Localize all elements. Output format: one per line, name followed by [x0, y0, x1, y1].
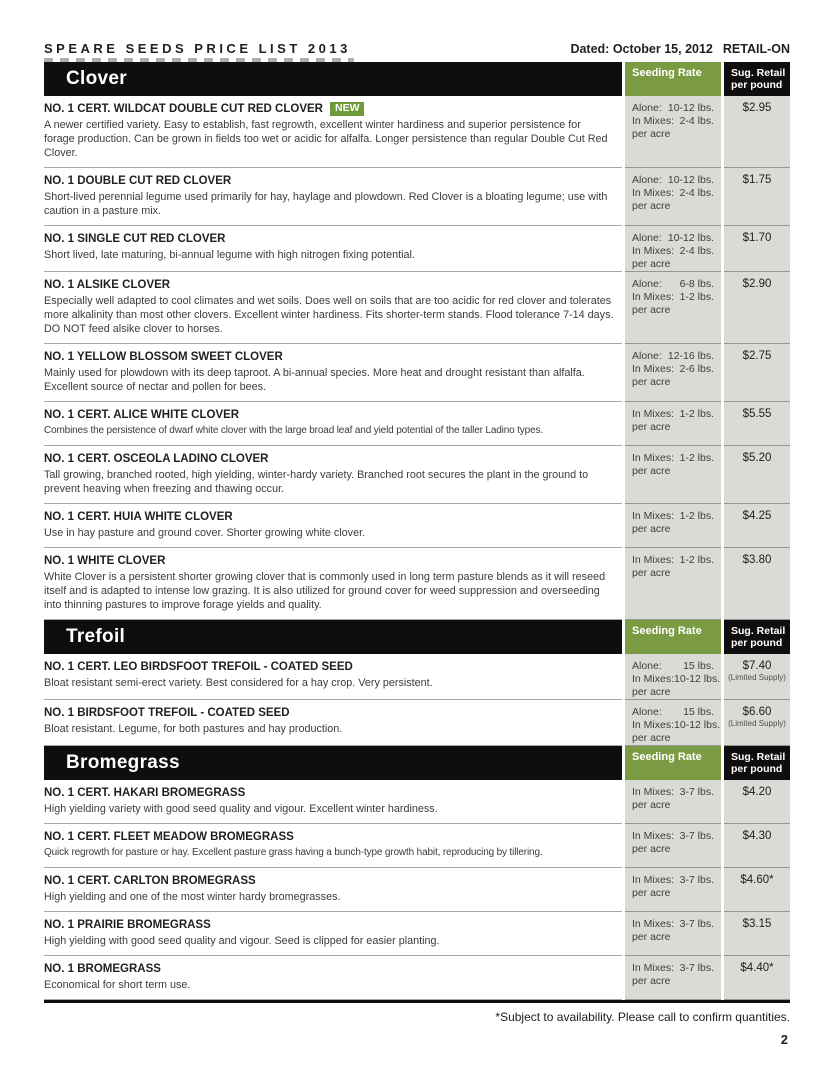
product-title: NO. 1 YELLOW BLOSSOM SWEET CLOVER [44, 351, 283, 363]
product-title: NO. 1 CERT. HUIA WHITE CLOVER [44, 511, 233, 523]
product-cell [44, 654, 622, 700]
availability-footnote: *Subject to availability. Please call to confirm quantities. [495, 1010, 790, 1024]
seeding-rate-cell: In Mixes: 3-7 lbs. per acre [625, 780, 721, 824]
price-cell: $1.75 [724, 168, 790, 226]
table-row [44, 912, 790, 956]
section-header-clover [44, 62, 790, 96]
price-cell: $7.40 (Limited Supply) [724, 654, 790, 700]
product-description: Short-lived perennial legume used primarily for hay, haylage and plowdown. Red Clover is a bloating legume; use with caution in a pasture mix. [44, 191, 608, 217]
product-cell [44, 824, 622, 868]
product-cell [44, 168, 622, 226]
product-description: A newer certified variety. Easy to establish, fast regrowth, excellent winter hardiness and superior persistence for forage production. Can be grown in fields too wet or acidic for alfalfa. Longer persistence than regular Double Cut Red Clover. [44, 119, 608, 159]
product-description: Use in hay pasture and ground cover. Shorter growing white clover. [44, 527, 366, 539]
table-row [44, 168, 790, 226]
product-title: NO. 1 SINGLE CUT RED CLOVER [44, 233, 226, 245]
seeding-rate-cell: Alone: 10-12 lbs. In Mixes: 2-4 lbs. per acre [625, 96, 721, 168]
product-description: Tall growing, branched rooted, high yielding, winter-hardy variety. Branched root secures the plant in the ground to prevent heaving when freezing and thawing occur. [44, 469, 589, 495]
table-row [44, 96, 790, 168]
product-cell [44, 780, 622, 824]
clipped-text-remnant [44, 58, 354, 62]
price-cell: $4.30 [724, 824, 790, 868]
price-cell: $2.75 [724, 344, 790, 402]
product-description: Bloat resistant. Legume, for both pastures and hay production. [44, 723, 343, 735]
product-description: Combines the persistence of dwarf white clover with the large broad leaf and yield potential of the taller Ladino types. [44, 425, 543, 436]
price-cell: $4.40* [724, 956, 790, 1000]
price-cell: $1.70 [724, 226, 790, 272]
table-row [44, 226, 790, 272]
product-cell [44, 700, 622, 746]
price-cell: $3.15 [724, 912, 790, 956]
product-title: NO. 1 DOUBLE CUT RED CLOVER [44, 175, 232, 187]
product-description: High yielding with good seed quality and vigour. Seed is clipped for easier planting. [44, 935, 440, 947]
table-row [44, 824, 790, 868]
seeding-rate-cell: In Mixes: 3-7 lbs. per acre [625, 956, 721, 1000]
price-cell: $3.80 [724, 548, 790, 620]
section-title: Trefoil [44, 620, 622, 654]
product-title: NO. 1 PRAIRIE BROMEGRASS [44, 919, 211, 931]
product-description: Short lived, late maturing, bi-annual legume with high nitrogen fixing potential. [44, 249, 415, 261]
price-note: (Limited Supply) [728, 719, 786, 728]
seeding-rate-cell: Alone: 6-8 lbs. In Mixes: 1-2 lbs. per acre [625, 272, 721, 344]
seeding-rate-column-header: Seeding Rate [625, 746, 721, 780]
product-title: NO. 1 CERT. ALICE WHITE CLOVER [44, 409, 240, 421]
price-cell: $5.20 [724, 446, 790, 504]
dated-label: Dated: October 15, 2012 [570, 42, 713, 56]
table-row [44, 344, 790, 402]
retail-column-header: Sug. Retail per pound [724, 620, 790, 654]
retail-mode-label: RETAIL-ON [722, 42, 790, 56]
table-row [44, 868, 790, 912]
retail-column-header: Sug. Retail per pound [724, 746, 790, 780]
seeding-rate-cell: Alone: 10-12 lbs. In Mixes: 2-4 lbs. per acre [625, 226, 721, 272]
table-row [44, 700, 790, 746]
product-title: NO. 1 BROMEGRASS [44, 963, 161, 975]
product-title: NO. 1 CERT. HAKARI BROMEGRASS [44, 787, 246, 799]
product-description: Bloat resistant semi-erect variety. Best considered for a hay crop. Very persistent. [44, 677, 433, 689]
product-cell [44, 272, 622, 344]
product-description: Mainly used for plowdown with its deep taproot. A bi-annual species. More heat and drought resistant than alfalfa. Excellent source of nectar and pollen for bees. [44, 367, 585, 393]
product-cell [44, 956, 622, 1000]
product-title: NO. 1 CERT. CARLTON BROMEGRASS [44, 875, 256, 887]
table-row [44, 446, 790, 504]
price-cell: $4.60* [724, 868, 790, 912]
price-cell: $2.95 [724, 96, 790, 168]
product-title: NO. 1 CERT. LEO BIRDSFOOT TREFOIL - COATED SEED [44, 661, 353, 673]
product-description: Quick regrowth for pasture or hay. Excellent pasture grass having a bunch-type growth habit, reproducing by tillering. [44, 847, 543, 858]
seeding-rate-cell: In Mixes: 3-7 lbs. per acre [625, 868, 721, 912]
product-description: Economical for short term use. [44, 979, 191, 991]
table-bottom-rule [44, 1000, 790, 1003]
section-title: Clover [44, 62, 622, 96]
section-header-bromegrass [44, 746, 790, 780]
retail-column-header: Sug. Retail per pound [724, 62, 790, 96]
seeding-rate-cell: Alone: 10-12 lbs. In Mixes: 2-4 lbs. per acre [625, 168, 721, 226]
product-cell [44, 912, 622, 956]
seeding-rate-cell: Alone: 15 lbs. In Mixes: 10-12 lbs. per acre [625, 700, 721, 746]
price-cell: $6.60 (Limited Supply) [724, 700, 790, 746]
new-badge: NEW [330, 102, 365, 116]
seeding-rate-column-header: Seeding Rate [625, 620, 721, 654]
seeding-rate-cell: In Mixes: 1-2 lbs. per acre [625, 548, 721, 620]
product-title: NO. 1 CERT. WILDCAT DOUBLE CUT RED CLOVER [44, 103, 323, 115]
table-row [44, 956, 790, 1000]
section-header-trefoil [44, 620, 790, 654]
product-title: NO. 1 ALSIKE CLOVER [44, 279, 171, 291]
document-header [44, 0, 790, 56]
product-cell [44, 868, 622, 912]
product-cell [44, 344, 622, 402]
document-title: SPEARE SEEDS PRICE LIST 2013 [44, 41, 351, 56]
product-description: Especially well adapted to cool climates and wet soils. Does well on soils that are too acidic for red clover and tolerates more alkalinity than most other clovers. Excellent winter hardiness. Fits shorter-term stands. Flood tolerance 7-14 days. DO NOT feed alsike clover to horses. [44, 295, 614, 335]
price-cell: $2.90 [724, 272, 790, 344]
seeding-rate-column-header: Seeding Rate [625, 62, 721, 96]
price-cell: $4.20 [724, 780, 790, 824]
product-description: High yielding variety with good seed quality and vigour. Excellent winter hardiness. [44, 803, 438, 815]
product-title: NO. 1 WHITE CLOVER [44, 555, 166, 567]
table-row [44, 654, 790, 700]
seeding-rate-cell: Alone: 12-16 lbs. In Mixes: 2-6 lbs. per acre [625, 344, 721, 402]
seeding-rate-cell: Alone: 15 lbs. In Mixes: 10-12 lbs. per acre [625, 654, 721, 700]
product-description: White Clover is a persistent shorter growing clover that is commonly used in long term pasture blends as it will reseed itself and is adapted to intense low grazing. It is also utilized for ground cover for weed suppression and overseeding into thinning pastures to improve forage yields and quality. [44, 571, 606, 611]
page-number: 2 [780, 1032, 788, 1047]
seeding-rate-cell: In Mixes: 1-2 lbs. per acre [625, 504, 721, 548]
product-cell [44, 402, 622, 446]
table-row [44, 548, 790, 620]
seeding-rate-cell: In Mixes: 3-7 lbs. per acre [625, 824, 721, 868]
seeding-rate-cell: In Mixes: 1-2 lbs. per acre [625, 402, 721, 446]
table-row [44, 402, 790, 446]
product-cell [44, 96, 622, 168]
table-row [44, 272, 790, 344]
table-row [44, 504, 790, 548]
product-description: High yielding and one of the most winter hardy bromegrasses. [44, 891, 341, 903]
price-note: (Limited Supply) [728, 673, 786, 682]
section-title: Bromegrass [44, 746, 622, 780]
seeding-rate-cell: In Mixes: 3-7 lbs. per acre [625, 912, 721, 956]
table-row [44, 780, 790, 824]
product-cell [44, 446, 622, 504]
product-title: NO. 1 CERT. OSCEOLA LADINO CLOVER [44, 453, 269, 465]
price-cell: $5.55 [724, 402, 790, 446]
product-cell [44, 504, 622, 548]
product-cell [44, 226, 622, 272]
product-title: NO. 1 CERT. FLEET MEADOW BROMEGRASS [44, 831, 294, 843]
seeding-rate-cell: In Mixes: 1-2 lbs. per acre [625, 446, 721, 504]
product-cell [44, 548, 622, 620]
price-cell: $4.25 [724, 504, 790, 548]
product-title: NO. 1 BIRDSFOOT TREFOIL - COATED SEED [44, 707, 290, 719]
